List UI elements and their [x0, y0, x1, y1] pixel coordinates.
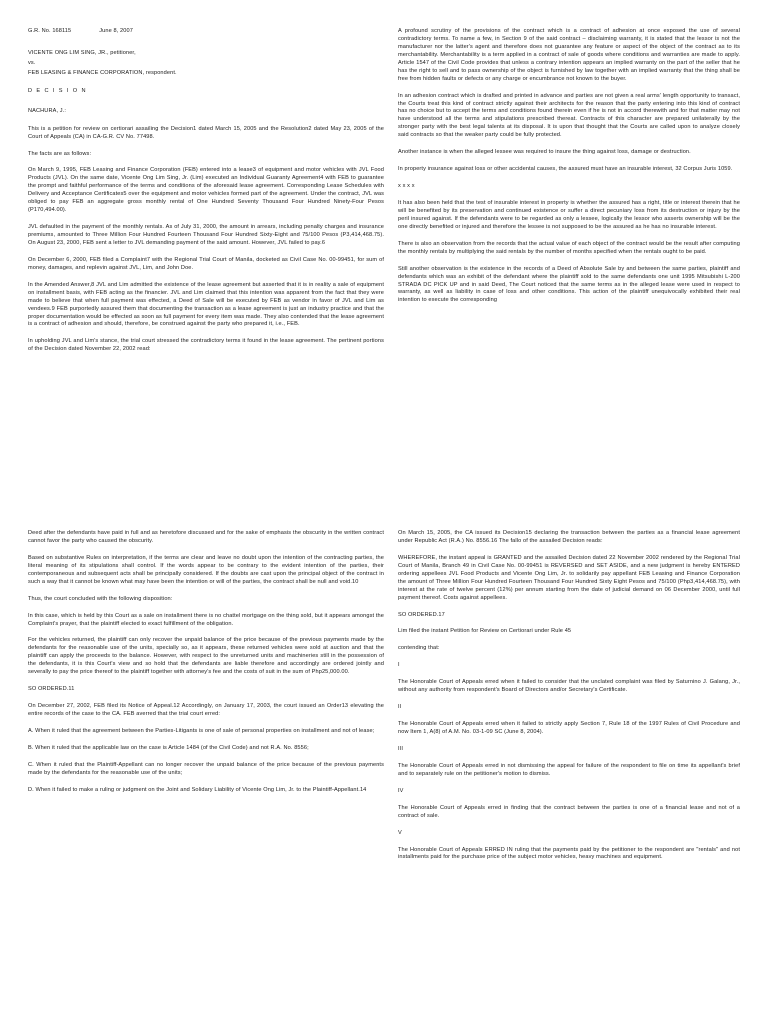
paragraph: WHEREFORE, the instant appeal is GRANTED and the assailed Decision dated 22 November 2002 rendered by the Regional Trial Court of Manila, Branch 49 in Civil Case No. 00-99451 is REVERSED and SET ASIDE, and a new judgment is hereby ENTERED ordering appellees JVL Food Products and Vicente Ong Lim, Jr. to solidarily pay appellant FEB Leasing and Finance Corporation the amount of Three Million Four Hundred Fourteen Thousand Four Hundred Sixty Eight Pesos and 75/100 (Php3,414,468.75), with interest at the rate of twelve percent (12%) per annum starting from the date of judicial demand on 06 December 2000, until full payment thereof. Costs against appellees.: [398, 554, 740, 601]
paragraph: The facts are as follows:: [28, 150, 92, 157]
paragraph: Another instance is when the alleged lessee was required to insure the thing against loss, damage or destruction.: [398, 149, 691, 156]
paragraph: Deed after the defendants have paid in full and as heretofore discussed and for the sake of emphasis the obscurity in the written contract cannot favor the party who caused the obscurity.: [28, 530, 384, 544]
decision-date: June 8, 2007: [99, 28, 133, 34]
paragraph: V: [398, 829, 402, 836]
paragraph: For the vehicles returned, the plaintiff can only recover the unpaid balance of the price because of the previous payments made by the defendants for the reasonable use of the units, specially so, as it appears, these returned vehicles were sold at auction and that the plaintiff can apply the proceeds to the balance. However, with respect to the unreturned units and machineries still in the possession of the defendants, it is this Court's view and so hold that the defendants are liable therefore and accordingly are ordered jointly and severally to pay the price thereof to the plaintiff together with attorney's fee and the costs of suit in the sum of Php25,000.00.: [28, 637, 384, 676]
paragraph: I: [398, 662, 400, 669]
paragraph: In this case, which is held by this Court as a sale on installment there is no chattel mortgage on the thing sold, but it appears amongst the Complaint's prayer, that the plaintiff elected to exact fulfillment of the obligation.: [28, 612, 384, 627]
page-3-body: [28, 530, 384, 795]
page-1-panel: [28, 28, 384, 448]
paragraph: Still another observation is the existence in the records of a Deed of Absolute Sale by and between the same parties, plaintiff and defendants which was an exhibit of the defendant where the plaintiff sold to the same defendants one unit 1995 Mitsubishi L-200 STRADA DC PICK UP and in said Deed, The Court noticed that the same terms as in the alleged lease were used in respect to warranty, as well as liability in case of loss and other conditions. This action of the plaintiff unequivocally exhibited their real intention to execute the corresponding: [398, 265, 740, 304]
paragraph: It has also been held that the test of insurable interest in property is whether the assured has a right, title or interest therein that he will be benefited by its preservation and continued existence or suffer a direct pecuniary loss from its destruction or injury by the peril insured against. If the defendants were to be regarded as only a lessee, logically the lessor who asserts ownership will be the one directly benefited or injured and therefore the lessee is not supposed to be the assured as he has no insurable interest.: [398, 200, 740, 230]
paragraph: x x x x: [398, 183, 415, 190]
page-3-panel: [28, 530, 384, 970]
paragraph: In upholding JVL and Lim's stance, the trial court stressed the contradictory terms it found in the lease agreement. The pertinent portions of the Decision dated November 22, 2002 read:: [28, 338, 384, 353]
paragraph: SO ORDERED.17: [398, 611, 445, 618]
gr-number: G.R. No. 168115: [28, 28, 72, 34]
paragraph: A. When it ruled that the agreement between the Parties-Litigants is one of sale of personal properties on installment and not of lease;: [28, 727, 375, 734]
paragraph: The Honorable Court of Appeals erred when it failed to consider that the unclated complaint was filed by Saturnino J. Galang, Jr., without any authority from respondent's Board of Directors and/or Secretary's Certificate.: [398, 679, 740, 694]
paragraph: On December 27, 2002, FEB filed its Notice of Appeal.12 Accordingly, on January 17, 2003, the court issued an Order13 elevating the entire records of the case to the CA. FEB averred that the trial court erred:: [28, 703, 384, 717]
paragraph: On December 6, 2000, FEB filed a Complaint7 with the Regional Trial Court of Manila, docketed as Civil Case No. 00-99451, for sum of money, damages, and replevin against JVL, Lim, and John Doe.: [28, 256, 384, 271]
page-2-body: [398, 28, 740, 305]
paragraph: Thus, the court concluded with the following disposition:: [28, 595, 173, 602]
paragraph: On March 15, 2005, the CA issued its Decision15 declaring the transaction between the parties as a financial lease agreement under Republic Act (R.A.) No. 8556.16 The fallo of the assailed Decision reads:: [398, 530, 740, 544]
paragraph: C. When it ruled that the Plaintiff-Appellant can no longer recover the unpaid balance of the price because of the previous payments made by the defendants for the reasonable use of the units;: [28, 761, 384, 776]
paragraph: A profound scrutiny of the provisions of the contract which is a contract of adhesion at once exposed the use of several contradictory terms. To name a few, in Section 9 of the said contract – disclaiming warranty, it is stated that the lessor is not the manufacturer nor the latter's agent and therefore does not guarantee any feature or aspect of the object of the contract as to its merchantability. Merchantability is a term applied in a contract of sale of goods where conditions and warranties are made to apply. Article 1547 of the Civil Code provides that unless a contrary intention appears an implied warranty on the part of the seller that he has the right to sell and to pass ownership of the object is furnished by law together with an implied warranty that the thing shall be free from hidden faults or defects or any charge or encumbrance not known to the buyer.: [398, 28, 740, 82]
paragraph: This is a petition for review on certiorari assailing the Decision1 dated March 15, 2005 and the Resolution2 dated May 23, 2005 of the Court of Appeals (CA) in CA-G.R. CV No. 77498.: [28, 125, 384, 140]
paragraph: III: [398, 745, 403, 752]
respondent-line: FEB LEASING & FINANCE CORPORATION, respondent.: [28, 69, 177, 76]
page-4-body: [398, 530, 740, 862]
paragraph: Based on substantive Rules on interpretation, if the terms are clear and leave no doubt upon the intention of the contracting parties, the literal meaning of its stipulations shall control. If the words appear to be contrary to the evident intention of the parties, their contemporaneous and subsequent acts shall be principally considered. If the doubts are cast upon the principal object of the contract in such a way that it cannot be known what may have been the intention or will of the parties, the contract shall be null and void.10: [28, 554, 384, 585]
case-header: [28, 28, 384, 36]
paragraph: On March 9, 1995, FEB Leasing and Finance Corporation (FEB) entered into a lease3 of equipment and motor vehicles with JVL Food Products (JVL). On the same date, Vicente Ong Lim Sing, Jr. (Lim) executed an Individual Guaranty Agreement4 with FEB to guarantee the prompt and faithful performance of the terms and conditions of the aforesaid lease agreement. Corresponding Lease Schedules with Delivery and Acceptance Certificates5 over the equipment and motor vehicles formed part of the agreement. Under the contract, JVL was obliged to pay FEB an aggregate gross monthly rental of One Hundred Seventy Thousand Four Hundred Ninety-Four Pesos (P170,494.00).: [28, 167, 384, 214]
page-2-panel: [398, 28, 740, 448]
ponente-line: NACHURA, J.:: [28, 107, 67, 114]
paragraph: contending that:: [398, 645, 440, 652]
paragraph: D. When it failed to make a ruling or judgment on the Joint and Solidary Liability of Vicente Ong Lim, Jr. to the Plaintiff-Appellant.14: [28, 786, 367, 793]
page-1-body: [28, 126, 384, 355]
decision-heading: D E C I S I O N: [28, 87, 87, 94]
paragraph: In property insurance against loss or other accidental causes, the assured must have an insurable interest, 32 Corpus Juris 1059.: [398, 166, 733, 173]
petitioner-line: VICENTE ONG LIM SING, JR., petitioner,: [28, 49, 136, 56]
page-4-panel: [398, 530, 740, 1000]
paragraph: II: [398, 704, 402, 711]
paragraph: The Honorable Court of Appeals erred when it failed to strictly apply Section 7, Rule 18 of the 1997 Rules of Civil Procedure and now Item 1, A(8) of A.M. No. 03-1-09 SC (June 8, 2004).: [398, 721, 740, 735]
paragraph: The Honorable Court of Appeals ERRED IN ruling that the payments paid by the petitioner to the respondent are "rentals" and not installments paid for the purchase price of the subject motor vehicles, heavy machines and equipment.: [398, 846, 740, 861]
paragraph: SO ORDERED.11: [28, 686, 75, 693]
paragraph: In an adhesion contract which is drafted and printed in advance and parties are not given a real arms' length opportunity to transact, the Courts treat this kind of contract strictly against their architects for the reason that the party entering into this kind of contract has no choice but to accept the terms and conditions found therein even if he is not in accord therewith and for that matter may not have understood all the terms and stipulations prescribed thereat. Contracts of this character are prepared unilaterally by the stronger party with the best legal talents at its disposal. It is upon that thought that the Courts are called upon to analyze closely said contracts so that the weaker party could be fully protected.: [398, 92, 740, 139]
paragraph: The Honorable Court of Appeals erred in finding that the contract between the parties is one of a financial lease and not of a contract of sale.: [398, 804, 740, 819]
paragraph: In the Amended Answer,8 JVL and Lim admitted the existence of the lease agreement but asserted that it is in reality a sale of equipment on installment basis, with FEB acting as the financier. JVL and Lim claimed that this intention was apparent from the fact that they were made to believe that when full payment was effected, a Deed of Sale will be executed by FEB as vendor in favor of JVL and Lim as vendees.9 FEB purportedly assured them that documenting the transaction as a lease agreement is just an industry practice and that the proper documentation would be effected as soon as full payment for every item was made. They also contended that the lease agreement is a contract of adhesion and should, therefore, be construed against the party who prepared it, i.e., FEB.: [28, 281, 384, 328]
versus-line: vs.: [28, 59, 36, 66]
paragraph: There is also an observation from the records that the actual value of each object of the contract would be the result after computing the monthly rentals by multiplying the said rentals by the number of months specified when the rentals ought to be paid.: [398, 240, 740, 255]
paragraph: The Honorable Court of Appeals erred in not dismissing the appeal for failure of the respondent to file on time its appellant's brief and to separately rule on the petitioner's motion to dismiss.: [398, 762, 740, 777]
paragraph: Lim filed the instant Petition for Review on Certiorari under Rule 45: [398, 628, 572, 635]
paragraph: JVL defaulted in the payment of the monthly rentals. As of July 31, 2000, the amount in arrears, including penalty charges and insurance premiums, amounted to Three Million Four Hundred Fourteen Thousand Four Hundred Sixty-Eight and 75/100 Pesos (P3,414,468.75). On August 23, 2000, FEB sent a letter to JVL demanding payment of the said amount. However, JVL failed to pay.6: [28, 224, 384, 246]
paragraph: B. When it ruled that the applicable law on the case is Article 1484 (of the Civil Code) and not R.A. No. 8556;: [28, 744, 309, 751]
paragraph: IV: [398, 787, 404, 794]
